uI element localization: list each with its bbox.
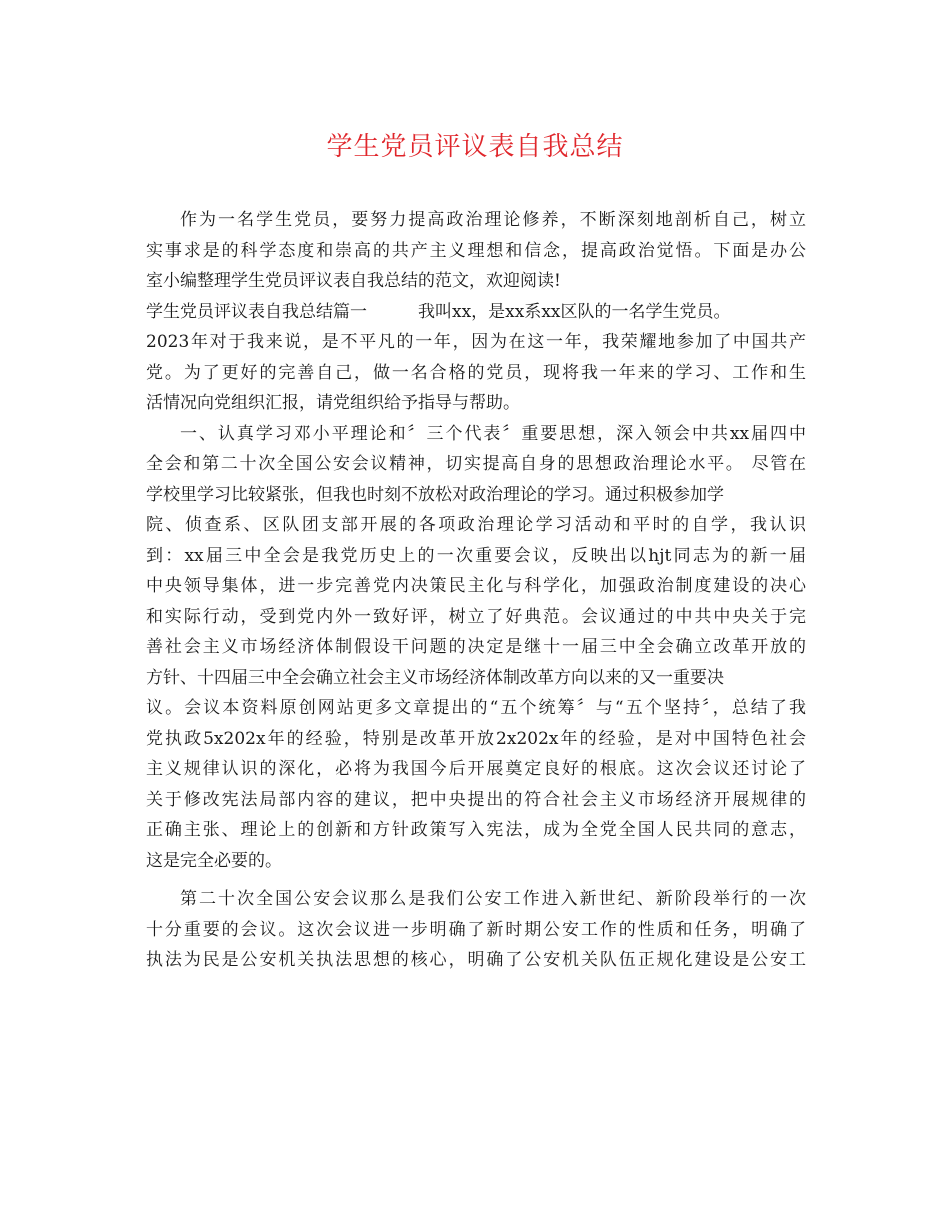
text-line: 活情况向党组织汇报，请党组织给予指导与帮助。 bbox=[146, 393, 520, 413]
text-line: 党执政5x202x年的经验，特别是改革开放2x202x年的经验，是对中国特色社会 bbox=[146, 728, 806, 749]
text-line: 院、侦查系、区队团支部开展的各项政治理论学习活动和平时的自学，我认识 bbox=[146, 515, 806, 535]
text-line: 2023年对于我来说，是不平凡的一年，因为在这一年，我荣耀地参加了中国共产 bbox=[146, 332, 806, 352]
text-line: 学生党员评议表自我总结篇一 我叫xx，是xx系xx区队的一名学生党员。 bbox=[146, 301, 731, 322]
text-line: 议。会议本资料原创网站更多文章提出的“五个统筹〞与“五个坚持〞，总结了我 bbox=[146, 698, 806, 718]
paragraph-gap bbox=[146, 876, 806, 884]
text-line: 到：xx届三中全会是我党历史上的一次重要会议，反映出以hjt同志为的新一届 bbox=[146, 545, 806, 566]
document-body bbox=[146, 205, 806, 976]
text-line: 全会和第二十次全国公安会议精神，切实提高自身的思想政治理论水平。 尽管在 bbox=[146, 454, 806, 474]
text-line: 这是完全必要的。 bbox=[146, 850, 282, 871]
text-line: 十分重要的会议。这次会议进一步明确了新时期公安工作的性质和任务，明确了 bbox=[146, 919, 806, 940]
text-line: 主义规律认识的深化，必将为我国今后开展奠定良好的根底。这次会议还讨论了 bbox=[146, 759, 806, 779]
text-line: 室小编整理学生党员评议表自我总结的范文，欢迎阅读! bbox=[146, 271, 561, 291]
text-line: 和实际行动，受到党内外一致好评，树立了好典范。会议通过的中共中央关于完 bbox=[146, 606, 806, 627]
text-line: 善社会主义市场经济体制假设干问题的决定是继十一届三中全会确立改革开放的 bbox=[146, 637, 806, 657]
text-line: 执法为民是公安机关执法思想的核心，明确了公安机关队伍正规化建设是公安工 bbox=[146, 950, 806, 970]
text-line: 第二十次全国公安会议那么是我们公安工作进入新世纪、新阶段举行的一次 bbox=[180, 889, 806, 909]
text-line: 关于修改宪法局部内容的建议，把中央提出的符合社会主义市场经济开展规律的 bbox=[146, 789, 806, 810]
text-line: 党。为了更好的完善自己，做一名合格的党员，现将我一年来的学习、工作和生 bbox=[146, 362, 806, 383]
document-title: 学生党员评议表自我总结 bbox=[326, 132, 624, 162]
text-line: 方针、十四届三中全会确立社会主义市场经济体制改革方向以来的又一重要决 bbox=[146, 667, 724, 688]
text-line: 中央领导集体，进一步完善党内决策民主化与科学化，加强政治制度建设的决心 bbox=[146, 576, 806, 596]
text-line: 实事求是的科学态度和崇高的共产主义理想和信念，提高政治觉悟。下面是办公 bbox=[146, 240, 806, 261]
text-line: 作为一名学生党员，要努力提高政治理论修养，不断深刻地剖析自己，树立 bbox=[180, 210, 806, 230]
text-line: 正确主张、理论上的创新和方针政策写入宪法，成为全党全国人民共同的意志， bbox=[146, 820, 806, 840]
text-line: 一、认真学习邓小平理论和〞三个代表〞重要思想，深入领会中共xx届四中 bbox=[180, 423, 806, 444]
text-line: 学校里学习比较紧张，但我也时刻不放松对政治理论的学习。通过积极参加学 bbox=[146, 484, 724, 505]
